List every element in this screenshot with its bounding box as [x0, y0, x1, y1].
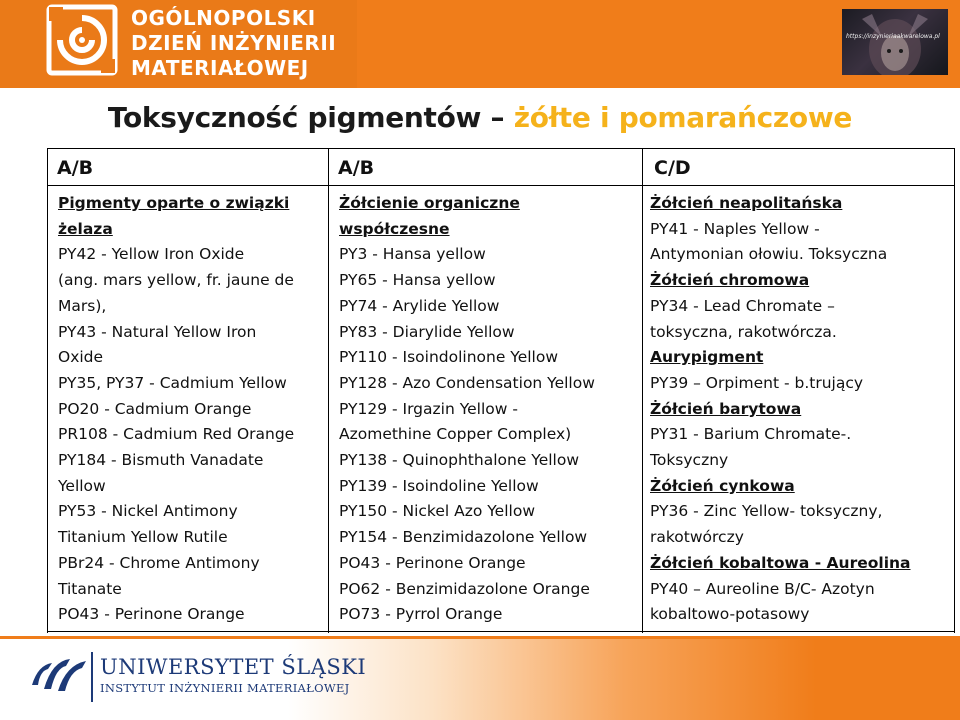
pigment-group-heading: Żółcienie organiczne — [339, 194, 520, 212]
table-column-3 — [642, 149, 955, 633]
pigment-line: Oxide — [58, 348, 104, 367]
pigment-line: Toksyczny — [650, 451, 729, 470]
university-logo-icon — [30, 655, 88, 695]
pigment-group-heading: Żółcień neapolitańska — [650, 194, 843, 212]
pigment-line: PY41 - Naples Yellow - — [650, 219, 820, 238]
event-title-line-1: OGÓLNOPOLSKI — [131, 6, 316, 30]
pigment-line: PY83 - Diarylide Yellow — [339, 322, 515, 341]
pigment-line: PO43 - Perinone Orange — [58, 605, 245, 624]
pigment-line: PY128 - Azo Condensation Yellow — [339, 373, 595, 392]
pigment-line: PBr24 - Chrome Antimony — [58, 553, 260, 572]
pigment-line: PY31 - Barium Chromate-. — [650, 425, 852, 444]
pigment-line: PR108 - Cadmium Red Orange — [58, 425, 295, 444]
pigment-line: PY65 - Hansa yellow — [339, 271, 496, 290]
pigment-line: PO43 - Perinone Orange — [339, 553, 526, 572]
pigment-line: Azomethine Copper Complex) — [339, 425, 572, 444]
pigment-line: PY139 - Isoindoline Yellow — [339, 476, 539, 495]
event-title-line-2: DZIEŃ INŻYNIERII — [131, 31, 337, 55]
pigment-group-heading: Żółcień barytowa — [650, 399, 802, 418]
website-badge — [842, 9, 948, 75]
column-header: A/B — [48, 149, 328, 186]
pigment-line: PY110 - Isoindolinone Yellow — [339, 348, 559, 367]
pigment-line: Titanate — [58, 579, 122, 598]
slide-title — [0, 101, 960, 134]
pigment-line: Mars), — [58, 296, 107, 315]
institute-name: INSTYTUT INŻYNIERII MATERIAŁOWEJ — [100, 681, 350, 695]
pigment-line: PY138 - Quinophthalone Yellow — [339, 451, 580, 470]
column-body — [48, 191, 328, 628]
pigment-line: PY74 - Arylide Yellow — [339, 296, 500, 315]
pigment-group-heading: Żółcień kobaltowa - Aureolina — [650, 553, 911, 572]
pigment-line: (ang. mars yellow, fr. jaune de — [58, 271, 294, 290]
column-body — [643, 191, 954, 628]
pigment-line: PY3 - Hansa yellow — [339, 245, 486, 264]
pigment-line: PO73 - Pyrrol Orange — [339, 605, 503, 624]
mask-face-icon — [842, 9, 948, 75]
pigment-line: PY39 – Orpiment - b.trujący — [650, 373, 864, 392]
pigment-line: PY34 - Lead Chromate – — [650, 296, 835, 315]
pigment-line: PO62 - Benzimidazolone Orange — [339, 579, 590, 598]
pigment-line: Antymonian ołowiu. Toksyczna — [650, 245, 888, 264]
pigment-group-heading: współczesne — [339, 219, 450, 238]
pigment-line: Yellow — [58, 476, 106, 495]
pigment-line: Titanium Yellow Rutile — [58, 528, 228, 547]
footer-divider — [91, 652, 93, 702]
event-title — [131, 6, 336, 81]
pigment-group-heading: Żółcień chromowa — [650, 271, 810, 290]
table-column-1 — [47, 149, 328, 633]
pigment-line: PY150 - Nickel Azo Yellow — [339, 502, 535, 521]
column-header: A/B — [329, 149, 642, 186]
pigment-group-heading: Aurypigment — [650, 348, 764, 367]
event-title-line-3: MATERIAŁOWEJ — [131, 56, 309, 80]
pigment-group-heading: Żółcień cynkowa — [650, 476, 795, 495]
pigment-line: PY53 - Nickel Antimony — [58, 502, 238, 521]
pigment-line: PY154 - Benzimidazolone Yellow — [339, 528, 588, 547]
pigment-line: PY35, PY37 - Cadmium Yellow — [58, 373, 287, 392]
pigment-line: PY40 – Aureoline B/C- Azotyn — [650, 579, 875, 598]
slide-title-main: Toksyczność pigmentów – — [107, 101, 505, 134]
column-header: C/D — [643, 149, 954, 186]
pigment-line: PY43 - Natural Yellow Iron — [58, 322, 257, 341]
pigment-group-heading: żelaza — [58, 219, 113, 238]
pigment-line: PY129 - Irgazin Yellow - — [339, 399, 518, 418]
header-gap — [0, 88, 960, 92]
pigment-line: kobaltowo-potasowy — [650, 605, 810, 624]
pigment-line: toksyczna, rakotwórcza. — [650, 322, 837, 341]
pigment-line: rakotwórczy — [650, 528, 744, 547]
header-banner — [0, 0, 960, 90]
university-name: UNIWERSYTET ŚLĄSKI — [100, 655, 367, 679]
slide-title-accent: żółte i pomarańczowe — [513, 101, 853, 134]
pigment-line: PY184 - Bismuth Vanadate — [58, 451, 264, 470]
table-column-2 — [328, 149, 642, 633]
event-logo-box — [0, 0, 357, 90]
pigment-line: PY42 - Yellow Iron Oxide — [58, 245, 245, 264]
pigment-line: PY36 - Zinc Yellow- toksyczny, — [650, 502, 883, 521]
pigment-group-heading: Pigmenty oparte o związki — [58, 194, 290, 212]
event-logo-icon — [46, 4, 118, 76]
pigment-line: PO20 - Cadmium Orange — [58, 399, 252, 418]
column-body — [329, 191, 642, 628]
pigment-table — [47, 148, 955, 632]
website-url: https://inzynieriaakwarelowa.pl — [846, 33, 940, 40]
